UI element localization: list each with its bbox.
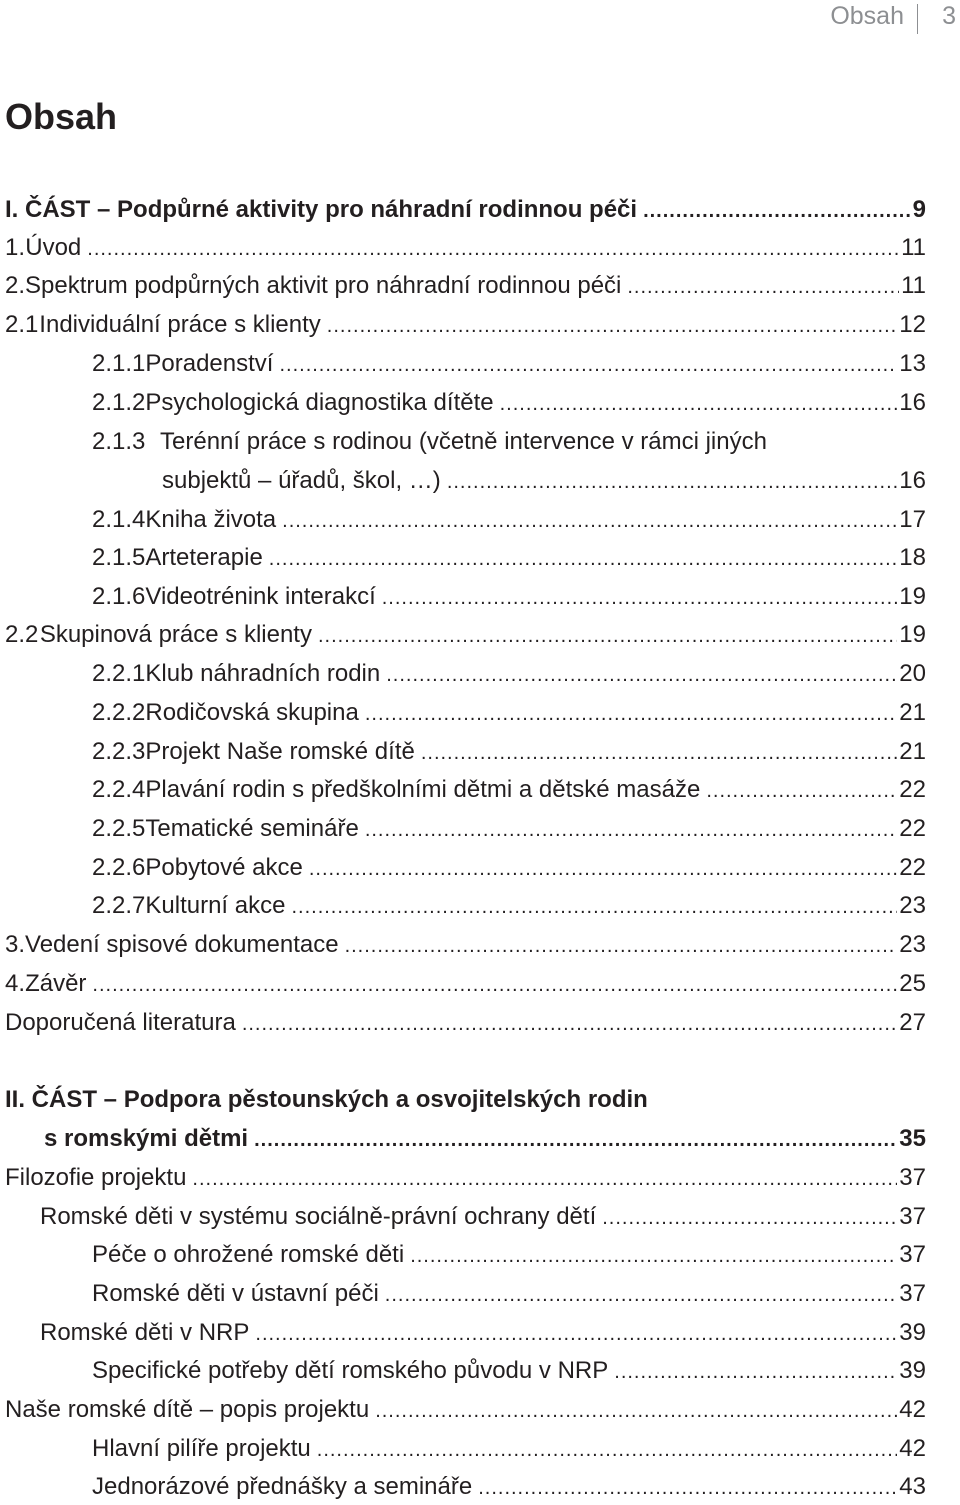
- toc-entry[interactable]: [0, 233, 926, 263]
- toc-entry-page-number: 23: [899, 931, 926, 958]
- toc-entry-page-number: 39: [899, 1357, 926, 1384]
- toc-entry[interactable]: [0, 388, 926, 418]
- toc-dot-leader: [279, 350, 897, 380]
- toc-dot-leader: [365, 699, 897, 729]
- toc-dot-leader: [365, 815, 897, 845]
- toc-dot-leader: [282, 506, 897, 536]
- toc-dot-leader: [421, 738, 897, 768]
- toc-entry[interactable]: [0, 349, 926, 379]
- toc-dot-leader: [385, 1280, 898, 1310]
- toc-entry-page-number: 21: [899, 699, 926, 726]
- toc-entry-title: Plavání rodin s předškolními dětmi a dětské masáže: [145, 776, 701, 803]
- toc-entry-page-number: 23: [899, 892, 926, 919]
- toc-entry-title: subjektů – úřadů, škol, …): [162, 467, 441, 494]
- toc-entry-number: 2.2.3: [92, 738, 146, 765]
- toc-entry-page-number: 12: [899, 311, 926, 338]
- toc-dot-leader: [375, 1396, 897, 1426]
- toc-entry-number: 4.: [5, 970, 26, 997]
- toc-entry-number: 2.2.5: [92, 815, 146, 842]
- toc-entry-title: Terénní práce s rodinou (včetně intervence v rámci jiných: [160, 428, 767, 455]
- toc-entry-title: Skupinová práce s klienty: [39, 621, 312, 648]
- toc-entry-title: Specifické potřeby dětí romského původu v NRP: [92, 1357, 609, 1384]
- running-header-title: Obsah: [830, 2, 904, 30]
- toc-entry-number: 2.1.2: [92, 389, 146, 416]
- toc-entry-title: Tematické semináře: [145, 815, 359, 842]
- toc-entry-title: Poradenství: [145, 350, 274, 377]
- toc-entry-title: Úvod: [25, 234, 82, 261]
- toc-entry-page-number: 20: [899, 660, 926, 687]
- toc-entry-number: 2.: [5, 272, 26, 299]
- toc-entry-title: Hlavní pilíře projektu: [92, 1435, 311, 1462]
- toc-dot-leader: [309, 854, 897, 884]
- toc-entry-title: Psychologická diagnostika dítěte: [145, 389, 494, 416]
- toc-entry-number: 2.2: [5, 621, 39, 648]
- toc-entry[interactable]: [0, 1356, 926, 1386]
- toc-dot-leader: [643, 196, 911, 226]
- toc-entry-number: 2.1.4: [92, 506, 146, 533]
- running-header-page-number: 3: [942, 2, 956, 30]
- toc-entry-number: 2.1.5: [92, 544, 146, 571]
- toc-dot-leader: [382, 583, 898, 613]
- toc-entry-number: 1.: [5, 234, 26, 261]
- toc-entry[interactable]: [0, 427, 926, 457]
- page-title: Obsah: [5, 96, 118, 137]
- toc-entry[interactable]: [0, 698, 926, 728]
- toc-entry-number: 2.2.2: [92, 699, 146, 726]
- toc-entry[interactable]: [0, 1472, 926, 1502]
- toc-entry-page-number: 9: [912, 196, 926, 223]
- toc-dot-leader: [254, 1125, 897, 1155]
- toc-entry-page-number: 37: [899, 1280, 926, 1307]
- toc-dot-leader: [291, 892, 897, 922]
- toc-dot-leader: [327, 311, 898, 341]
- toc-entry-title: I. ČÁST – Podpůrné aktivity pro náhradní rodinnou péči: [5, 196, 638, 223]
- toc-entry-title: Kniha života: [145, 506, 277, 533]
- toc-entry-title: Romské děti v systému sociálně-právní ochrany dětí: [40, 1203, 597, 1230]
- toc-entry[interactable]: [0, 1008, 926, 1038]
- toc-entry-title: Péče o ohrožené romské děti: [92, 1241, 405, 1268]
- toc-entry-title: Videotrénink interakcí: [145, 583, 376, 610]
- toc-entry[interactable]: [0, 1318, 926, 1348]
- toc-entry[interactable]: [0, 659, 926, 689]
- toc-dot-leader: [255, 1319, 897, 1349]
- toc-entry-page-number: 22: [899, 854, 926, 881]
- toc-entry-page-number: 37: [899, 1203, 926, 1230]
- running-header-divider: [917, 4, 918, 34]
- toc-entry[interactable]: [0, 620, 926, 650]
- toc-entry-number: 2.1.6: [92, 583, 146, 610]
- toc-entry-title: Arteterapie: [145, 544, 263, 571]
- toc-dot-leader: [410, 1241, 897, 1271]
- toc-entry[interactable]: [0, 775, 926, 805]
- toc-entry-page-number: 17: [899, 506, 926, 533]
- toc-entry-number: 2.2.6: [92, 854, 146, 881]
- toc-dot-leader: [345, 931, 898, 961]
- toc-dot-leader: [92, 970, 897, 1000]
- toc-entry[interactable]: [0, 1240, 926, 1270]
- toc-entry[interactable]: [0, 969, 926, 999]
- toc-entry-title: Klub náhradních rodin: [145, 660, 381, 687]
- toc-entry[interactable]: [0, 1279, 926, 1309]
- toc-entry[interactable]: [0, 466, 926, 496]
- toc-entry-title: Individuální práce s klienty: [39, 311, 321, 338]
- toc-entry-page-number: 42: [899, 1396, 926, 1423]
- toc-entry[interactable]: [0, 853, 926, 883]
- toc-entry[interactable]: [0, 1202, 926, 1232]
- toc-dot-leader: [614, 1357, 897, 1387]
- toc-entry-page-number: 22: [899, 815, 926, 842]
- toc-entry-title: Vedení spisové dokumentace: [25, 931, 339, 958]
- toc-entry-title: Projekt Naše romské dítě: [145, 738, 415, 765]
- toc-entry-page-number: 11: [901, 272, 926, 299]
- toc-entry-page-number: 42: [899, 1435, 926, 1462]
- toc-entry-number: 2.2.7: [92, 892, 146, 919]
- toc-entry[interactable]: [0, 1124, 926, 1154]
- toc-entry-number: 2.2.1: [92, 660, 146, 687]
- toc-entry-page-number: 21: [899, 738, 926, 765]
- toc-entry-page-number: 19: [899, 583, 926, 610]
- toc-entry-page-number: 16: [899, 389, 926, 416]
- toc-dot-leader: [192, 1164, 897, 1194]
- toc-entry-page-number: 16: [899, 467, 926, 494]
- toc-entry-page-number: 18: [899, 544, 926, 571]
- toc-entry[interactable]: [0, 271, 926, 301]
- toc-entry-page-number: 22: [899, 776, 926, 803]
- toc-entry-page-number: 43: [899, 1473, 926, 1500]
- toc-entry-page-number: 13: [899, 350, 926, 377]
- toc-entry[interactable]: [0, 930, 926, 960]
- toc-entry[interactable]: [0, 1163, 926, 1193]
- toc-entry-page-number: 39: [899, 1319, 926, 1346]
- toc-entry-number: 2.2.4: [92, 776, 146, 803]
- toc-entry-number: 3.: [5, 931, 26, 958]
- toc-entry-title: s romskými dětmi: [44, 1125, 249, 1152]
- toc-entry-title: Rodičovská skupina: [145, 699, 359, 726]
- toc-entry-title: Naše romské dítě – popis projektu: [5, 1396, 370, 1423]
- toc-entry-number: 2.1.1: [92, 350, 146, 377]
- toc-dot-leader: [627, 272, 899, 302]
- toc-entry-page-number: 37: [899, 1241, 926, 1268]
- toc-dot-leader: [602, 1203, 897, 1233]
- toc-dot-leader: [447, 467, 897, 497]
- toc-dot-leader: [318, 621, 897, 651]
- toc-entry-title: Jednorázové přednášky a semináře: [92, 1473, 473, 1500]
- toc-entry[interactable]: [0, 1085, 926, 1115]
- toc-dot-leader: [87, 234, 899, 264]
- toc-entry[interactable]: [0, 505, 926, 535]
- toc-entry-page-number: 37: [899, 1164, 926, 1191]
- toc-dot-leader: [386, 660, 897, 690]
- toc-entry-number: 2.1: [5, 311, 39, 338]
- toc-dot-leader: [269, 544, 898, 574]
- toc-entry-page-number: 27: [899, 1009, 926, 1036]
- toc-entry[interactable]: [0, 195, 926, 225]
- toc-dot-leader: [500, 389, 898, 419]
- toc-entry-title: Kulturní akce: [145, 892, 286, 919]
- toc-entry-title: Spektrum podpůrných aktivit pro náhradní rodinnou péči: [25, 272, 622, 299]
- toc-entry-page-number: 19: [899, 621, 926, 648]
- toc-entry-title: Závěr: [25, 970, 87, 997]
- toc-dot-leader: [317, 1435, 898, 1465]
- toc-entry-title: Filozofie projektu: [5, 1164, 187, 1191]
- toc-entry[interactable]: [0, 310, 926, 340]
- toc-entry-page-number: 25: [899, 970, 926, 997]
- toc-dot-leader: [242, 1009, 897, 1039]
- toc-entry[interactable]: [0, 1434, 926, 1464]
- toc-entry-page-number: 35: [899, 1125, 926, 1152]
- toc-entry[interactable]: [0, 582, 926, 612]
- toc-entry-page-number: 11: [901, 234, 926, 261]
- toc-entry-title: Pobytové akce: [145, 854, 303, 881]
- toc-entry[interactable]: [0, 891, 926, 921]
- toc-entry-title: Doporučená literatura: [5, 1009, 236, 1036]
- toc-dot-leader: [706, 776, 897, 806]
- toc-entry-number: 2.1.3: [92, 428, 146, 455]
- toc-entry[interactable]: [0, 1395, 926, 1425]
- toc-entry[interactable]: [0, 814, 926, 844]
- toc-entry[interactable]: [0, 737, 926, 767]
- toc-dot-leader: [478, 1473, 897, 1503]
- toc-entry-title: Romské děti v ústavní péči: [92, 1280, 379, 1307]
- toc-entry-title: II. ČÁST – Podpora pěstounských a osvojitelských rodin: [5, 1086, 648, 1113]
- running-header: [0, 0, 960, 40]
- toc-entry-title: Romské děti v NRP: [40, 1319, 250, 1346]
- toc-entry[interactable]: [0, 543, 926, 573]
